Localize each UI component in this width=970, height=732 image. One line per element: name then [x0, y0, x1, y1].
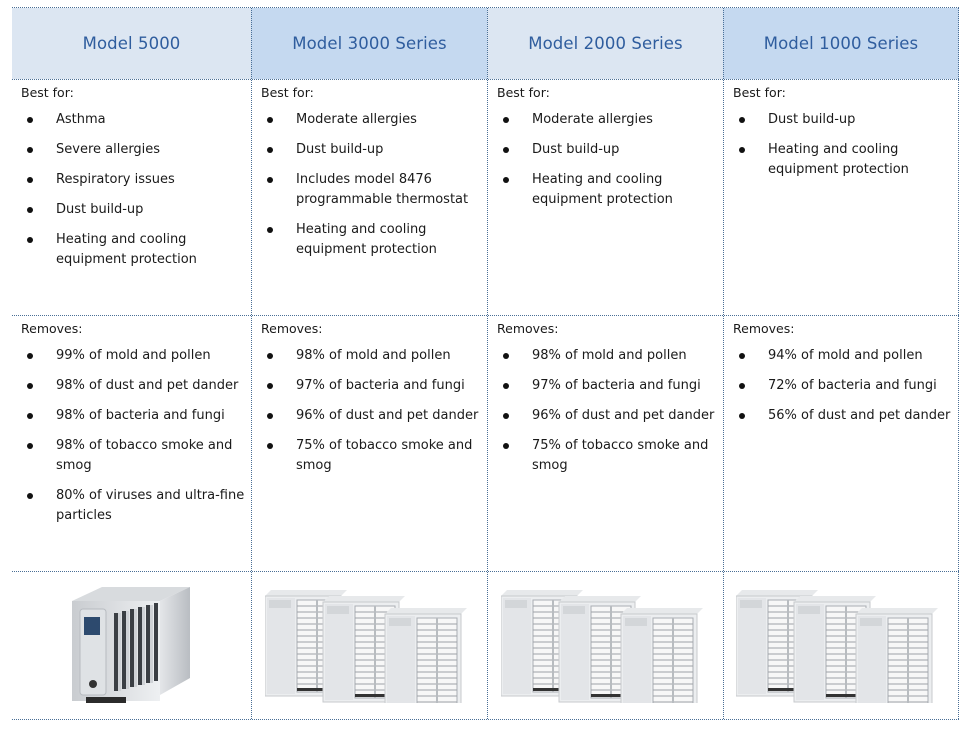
column-header-model-2000: Model 2000 Series — [487, 8, 723, 79]
column-header-model-5000: Model 5000 — [12, 8, 251, 79]
bullet-icon — [739, 413, 745, 419]
bullet-icon — [27, 207, 33, 213]
bullet-icon — [739, 117, 745, 123]
bullet-icon — [503, 413, 509, 419]
bullet-icon — [503, 353, 509, 359]
list-item: 75% of tobacco smoke and smog — [488, 436, 723, 476]
column-header-model-3000: Model 3000 Series — [251, 8, 487, 79]
best-for-cell-model-2000 — [487, 80, 723, 315]
list-item: Dust build-up — [488, 140, 723, 160]
bullet-icon — [503, 147, 509, 153]
list-item: 94% of mold and pollen — [724, 346, 958, 366]
removes-list — [724, 346, 958, 426]
best-for-row — [12, 79, 959, 315]
best-for-label: Best for: — [21, 85, 74, 100]
list-item: 96% of dust and pet dander — [488, 406, 723, 426]
bullet-icon — [503, 177, 509, 183]
bullet-icon — [27, 117, 33, 123]
list-item: Heating and cooling equipment protection — [488, 170, 723, 210]
list-item: Dust build-up — [724, 110, 958, 130]
bullet-icon — [27, 177, 33, 183]
column-header-model-1000: Model 1000 Series — [723, 8, 959, 79]
list-item: 80% of viruses and ultra-fine particles — [12, 486, 251, 526]
list-item: Heating and cooling equipment protection — [252, 220, 487, 260]
bullet-icon — [267, 147, 273, 153]
removes-row — [12, 315, 959, 571]
removes-label: Removes: — [733, 321, 795, 336]
product-image-model-3000 — [251, 572, 487, 719]
removes-cell-model-3000 — [251, 316, 487, 571]
bullet-icon — [267, 227, 273, 233]
removes-label: Removes: — [497, 321, 559, 336]
air-purifier-units-image — [501, 588, 711, 703]
bullet-icon — [503, 117, 509, 123]
list-item: 97% of bacteria and fungi — [252, 376, 487, 396]
product-images-row — [12, 571, 959, 720]
list-item: Moderate allergies — [488, 110, 723, 130]
list-item: 98% of mold and pollen — [488, 346, 723, 366]
bullet-icon — [267, 117, 273, 123]
removes-label: Removes: — [261, 321, 323, 336]
best-for-list — [252, 110, 487, 260]
product-image-model-1000 — [723, 572, 959, 719]
bullet-icon — [27, 383, 33, 389]
best-for-list — [488, 110, 723, 210]
best-for-cell-model-1000 — [723, 80, 959, 315]
removes-label: Removes: — [21, 321, 83, 336]
bullet-icon — [267, 177, 273, 183]
air-purifier-units-image — [265, 588, 475, 703]
list-item: 56% of dust and pet dander — [724, 406, 958, 426]
best-for-cell-model-5000 — [12, 80, 251, 315]
best-for-label: Best for: — [733, 85, 786, 100]
bullet-icon — [739, 383, 745, 389]
list-item: 98% of dust and pet dander — [12, 376, 251, 396]
list-item: Dust build-up — [252, 140, 487, 160]
best-for-label: Best for: — [497, 85, 550, 100]
bullet-icon — [503, 383, 509, 389]
list-item: Respiratory issues — [12, 170, 251, 190]
bullet-icon — [267, 413, 273, 419]
list-item: 98% of mold and pollen — [252, 346, 487, 366]
product-image-model-5000 — [12, 572, 251, 719]
list-item: 97% of bacteria and fungi — [488, 376, 723, 396]
list-item: 98% of bacteria and fungi — [12, 406, 251, 426]
best-for-label: Best for: — [261, 85, 314, 100]
list-item: Asthma — [12, 110, 251, 130]
removes-cell-model-1000 — [723, 316, 959, 571]
product-image-model-2000 — [487, 572, 723, 719]
bullet-icon — [27, 413, 33, 419]
list-item: 75% of tobacco smoke and smog — [252, 436, 487, 476]
bullet-icon — [27, 353, 33, 359]
list-item: 72% of bacteria and fungi — [724, 376, 958, 396]
bullet-icon — [27, 237, 33, 243]
list-item: Heating and cooling equipment protection — [12, 230, 251, 270]
list-item: Heating and cooling equipment protection — [724, 140, 958, 180]
best-for-list — [724, 110, 958, 180]
bullet-icon — [267, 443, 273, 449]
bullet-icon — [27, 443, 33, 449]
list-item: 99% of mold and pollen — [12, 346, 251, 366]
bullet-icon — [267, 383, 273, 389]
list-item: 98% of tobacco smoke and smog — [12, 436, 251, 476]
comparison-table — [12, 7, 959, 720]
air-purifier-units-image — [736, 588, 946, 703]
list-item: Severe allergies — [12, 140, 251, 160]
bullet-icon — [27, 147, 33, 153]
header-row — [12, 7, 959, 79]
bullet-icon — [267, 353, 273, 359]
removes-cell-model-2000 — [487, 316, 723, 571]
list-item: Dust build-up — [12, 200, 251, 220]
removes-list — [12, 346, 251, 526]
bullet-icon — [739, 147, 745, 153]
list-item: 96% of dust and pet dander — [252, 406, 487, 426]
removes-list — [252, 346, 487, 476]
bullet-icon — [739, 353, 745, 359]
removes-cell-model-5000 — [12, 316, 251, 571]
best-for-list — [12, 110, 251, 270]
best-for-cell-model-3000 — [251, 80, 487, 315]
list-item: Includes model 8476 programmable thermostat — [252, 170, 487, 210]
removes-list — [488, 346, 723, 476]
air-cleaner-image — [62, 583, 202, 708]
bullet-icon — [27, 493, 33, 499]
bullet-icon — [503, 443, 509, 449]
list-item: Moderate allergies — [252, 110, 487, 130]
